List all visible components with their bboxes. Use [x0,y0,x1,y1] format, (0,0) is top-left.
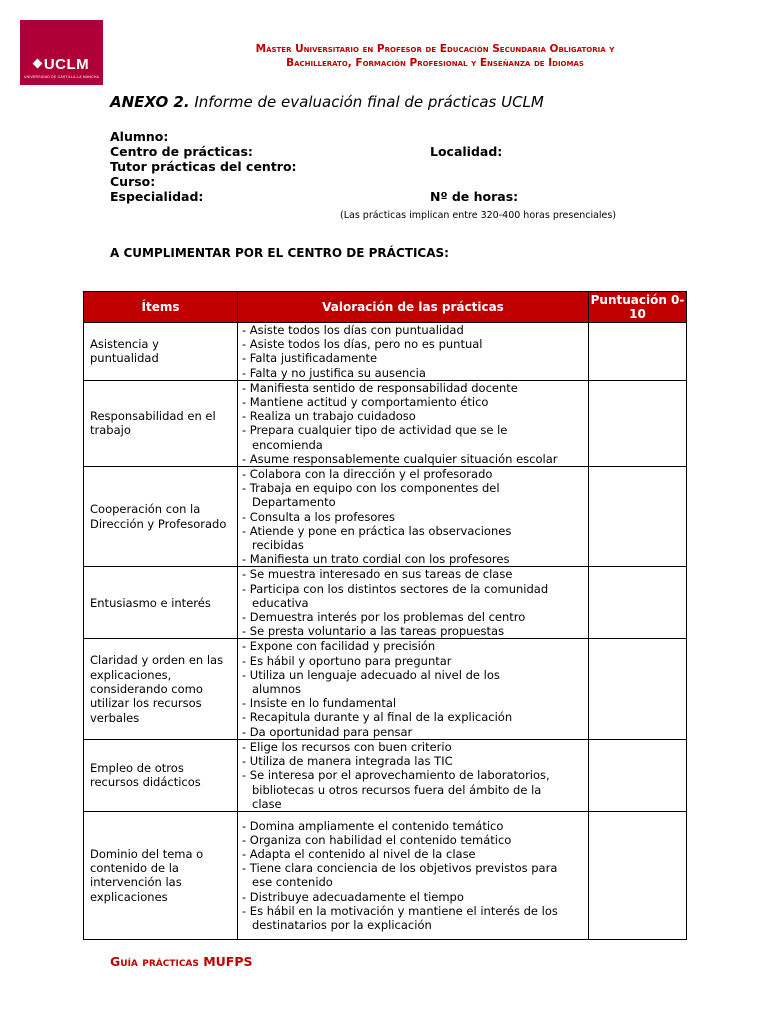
list-item: - Consulta a los profesores [242,509,395,524]
list-item: - Recapitula durante y al final de la explicación [242,710,513,725]
list-item: - Es hábil en la motivación y mantiene el interés de los [242,903,558,918]
header-puntuacion: Puntuación 0-10 [589,292,687,323]
score-cell[interactable] [589,567,687,639]
title-text: Informe de evaluación final de prácticas UCLM [194,93,544,111]
header-line-1: Máster Universitario en Profesor de Educación Secundaria Obligatoria y [255,43,615,55]
table-row [84,567,687,639]
item-label: Entusiasmo e interés [84,567,238,639]
list-item: - Trabaja en equipo con los componentes del [242,481,500,496]
header-items: Ítems [84,292,238,323]
field-tutor: Tutor prácticas del centro: [110,159,297,174]
list-item: - Demuestra interés por los problemas del centro [242,610,526,625]
list-item: recibidas [252,538,304,553]
logo-subtext: UNIVERSIDAD DE CASTILLA-LA MANCHA [23,75,100,79]
list-item: - Utiliza un lenguaje adecuado al nivel de los [242,667,500,682]
list-item: - Se presta voluntario a las tareas propuestas [242,624,505,639]
list-item: - Asume responsablemente cualquier situación escolar [242,451,558,466]
item-label: Asistencia y puntualidad [84,323,238,381]
list-item: - Da oportunidad para pensar [242,724,413,739]
table-row [84,739,687,811]
table-header-row [84,292,687,323]
field-localidad: Localidad: [430,144,503,159]
field-especialidad: Especialidad: [110,189,204,204]
evaluation-table [83,291,687,940]
item-label: Claridad y orden en las explicaciones, considerando como utilizar los recursos verbales [84,639,238,739]
list-item: - Participa con los distintos sectores de la comunidad [242,581,549,596]
list-item: ese contenido [252,875,333,890]
field-horas: Nº de horas: [430,189,519,204]
valoracion-list [238,811,589,939]
hours-note: (Las prácticas implican entre 320-400 horas presenciales) [340,210,617,221]
list-item: - Insiste en lo fundamental [242,696,397,711]
item-label: Cooperación con la Dirección y Profesorado [84,467,238,567]
list-item: - Se muestra interesado en sus tareas de clase [242,567,513,582]
item-label: Responsabilidad en el trabajo [84,380,238,466]
list-item: - Organiza con habilidad el contenido temático [242,832,512,847]
table-row [84,323,687,381]
logo-diamond-icon [32,59,42,69]
list-item: Departamento [252,495,336,510]
table-row [84,639,687,739]
table-row [84,811,687,939]
item-label: Dominio del tema o contenido de la intervención las explicaciones [84,811,238,939]
valoracion-list [238,739,589,811]
list-item: - Manifiesta sentido de responsabilidad docente [242,380,518,395]
list-item: - Realiza un trabajo cuidadoso [242,409,416,424]
score-cell[interactable] [589,811,687,939]
table-row [84,380,687,466]
list-item: - Asiste todos los días, pero no es puntual [242,337,483,352]
title-prefix: ANEXO 2. [110,93,190,111]
valoracion-list [238,567,589,639]
list-item: educativa [252,595,309,610]
list-item: - Falta justificadamente [242,351,378,366]
score-cell[interactable] [589,323,687,381]
header-valoracion: Valoración de las prácticas [238,292,589,323]
list-item: - Domina ampliamente el contenido temático [242,818,504,833]
list-item: - Asiste todos los días con puntualidad [242,323,464,337]
logo-text: UCLM [20,56,103,73]
valoracion-list [238,467,589,567]
score-cell[interactable] [589,739,687,811]
list-item: destinatarios por la explicación [252,918,432,933]
list-item: alumnos [252,682,302,697]
field-centro: Centro de prácticas: [110,144,253,159]
list-item: - Adapta el contenido al nivel de la clase [242,847,476,861]
list-item: - Mantiene actitud y comportamiento ético [242,395,489,410]
list-item: encomienda [252,437,323,452]
list-item: - Es hábil y oportuno para preguntar [242,653,452,668]
document-header [110,42,760,70]
score-cell[interactable] [589,380,687,466]
list-item: - Atiende y pone en práctica las observaciones [242,523,512,538]
score-cell[interactable] [589,639,687,739]
list-item: - Se interesa por el aprovechamiento de laboratorios, [242,768,550,783]
list-item: - Colabora con la dirección y el profesorado [242,467,493,482]
list-item: clase [252,796,282,811]
header-line-2: Bachillerato, Formación Profesional y Enseñanza de Idiomas [286,57,584,69]
list-item: - Prepara cualquier tipo de actividad que se le [242,423,508,438]
list-item: - Elige los recursos con buen criterio [242,739,452,754]
list-item: - Manifiesta un trato cordial con los profesores [242,552,510,567]
list-item: - Utiliza de manera integrada las TIC [242,754,453,769]
field-curso: Curso: [110,174,156,189]
list-item: bibliotecas u otros recursos fuera del ámbito de la [252,782,542,797]
list-item: - Expone con facilidad y precisión [242,639,436,654]
valoracion-list [238,323,589,381]
list-item: - Falta y no justifica su ausencia [242,365,426,380]
valoracion-list [238,380,589,466]
page-footer: Guía prácticas MUFPS [110,954,253,969]
list-item: - Distribuye adecuadamente el tiempo [242,889,464,904]
table-row [84,467,687,567]
field-alumno: Alumno: [110,129,169,144]
section-title: A CUMPLIMENTAR POR EL CENTRO DE PRÁCTICAS: [110,246,449,260]
item-label: Empleo de otros recursos didácticos [84,739,238,811]
list-item: - Tiene clara conciencia de los objetivos previstos para [242,861,558,876]
uclm-logo [20,20,103,85]
page-title [110,93,544,111]
valoracion-list [238,639,589,739]
score-cell[interactable] [589,467,687,567]
